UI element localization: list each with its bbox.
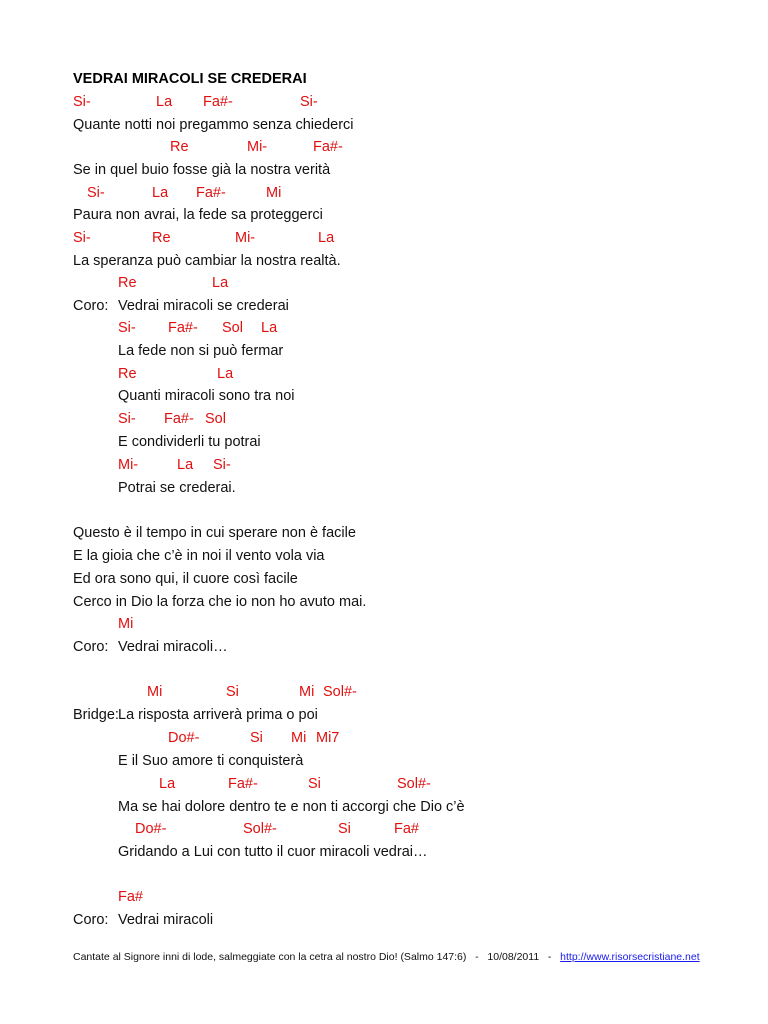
chord: Si — [308, 776, 321, 792]
lyric-line: Vedrai miracoli… — [118, 639, 228, 655]
chord: La — [318, 230, 335, 246]
lyric-line: La risposta arriverà prima o poi — [118, 707, 318, 723]
chord: Re — [118, 275, 137, 291]
chord: Fa#- — [168, 320, 198, 336]
chorus-label: Coro: — [73, 912, 109, 928]
lyric-line: E la gioia che c’è in noi il vento vola via — [73, 548, 325, 564]
lyric-line: Vedrai miracoli — [118, 912, 214, 928]
chord: Mi7 — [316, 730, 340, 746]
chord: Si- — [118, 320, 136, 336]
chord: Mi — [299, 684, 315, 700]
chord: Fa#- — [313, 139, 343, 155]
chord: Mi — [266, 185, 282, 201]
lyric-line: Cerco in Dio la forza che io non ho avuto mai. — [73, 594, 367, 610]
chord: Re — [118, 366, 137, 382]
chord: Sol#- — [323, 684, 357, 700]
chord: Sol#- — [243, 821, 277, 837]
lyric-line: Gridando a Lui con tutto il cuor miracoli vedrai… — [118, 844, 428, 860]
lyric-line: La speranza può cambiar la nostra realtà. — [73, 253, 341, 269]
lyric-line: La fede non si può fermar — [118, 343, 284, 359]
chord: Mi — [291, 730, 307, 746]
chord: Re — [152, 230, 171, 246]
chord: Si — [226, 684, 239, 700]
chord: Mi- — [235, 230, 256, 246]
lyric-line: Questo è il tempo in cui sperare non è facile — [73, 525, 356, 541]
chord: Do#- — [135, 821, 167, 837]
chord: Mi- — [118, 457, 139, 473]
chord: La — [261, 320, 278, 336]
chord: Mi- — [247, 139, 268, 155]
chord: Si — [338, 821, 351, 837]
lyric-line: Quanti miracoli sono tra noi — [118, 388, 295, 404]
chord: La — [177, 457, 194, 473]
chorus-label: Coro: — [73, 298, 109, 314]
chord: La — [159, 776, 176, 792]
chord: Mi — [118, 616, 134, 632]
chord: Si- — [118, 411, 136, 427]
bridge-label: Bridge: — [73, 707, 119, 723]
chord: Fa#- — [196, 185, 226, 201]
chord: Sol#- — [397, 776, 431, 792]
chord: Sol — [205, 411, 226, 427]
chord: La — [156, 94, 173, 110]
chord: Mi — [147, 684, 163, 700]
footer-link[interactable]: http://www.risorsecristiane.net — [560, 951, 700, 963]
chord: Si — [250, 730, 263, 746]
chord: La — [212, 275, 229, 291]
chord: Re — [170, 139, 189, 155]
chord: Si- — [87, 185, 105, 201]
chord: Fa#- — [228, 776, 258, 792]
lyric-line: Paura non avrai, la fede sa proteggerci — [73, 207, 323, 223]
lyric-line: Potrai se crederai. — [118, 480, 236, 496]
chord: Fa# — [118, 889, 143, 905]
chord: La — [217, 366, 234, 382]
lyric-line: Quante notti noi pregammo senza chiederci — [73, 117, 354, 133]
song-title: VEDRAI MIRACOLI SE CREDERAI — [73, 71, 307, 87]
chord: Sol — [222, 320, 243, 336]
chorus-label: Coro: — [73, 639, 109, 655]
lyric-line: Vedrai miracoli se crederai — [118, 298, 289, 314]
chord: Fa#- — [203, 94, 233, 110]
footer-text: Cantate al Signore inni di lode, salmeggiate con la cetra al nostro Dio! (Salmo 147:6) - 10/08/2011 - — [73, 951, 561, 963]
lyric-line: Ma se hai dolore dentro te e non ti accorgi che Dio c’è — [118, 799, 465, 815]
chord: Fa#- — [164, 411, 194, 427]
chord: Si- — [73, 230, 91, 246]
lyric-line: Ed ora sono qui, il cuore così facile — [73, 571, 298, 587]
chord: Fa# — [394, 821, 419, 837]
lyric-line: E condividerli tu potrai — [118, 434, 261, 450]
chord: Si- — [73, 94, 91, 110]
chord: Si- — [300, 94, 318, 110]
chord: Do#- — [168, 730, 200, 746]
footer — [73, 950, 700, 964]
lyric-line: Se in quel buio fosse già la nostra verità — [73, 162, 331, 178]
chord: Si- — [213, 457, 231, 473]
chord: La — [152, 185, 169, 201]
lyric-line: E il Suo amore ti conquisterà — [118, 753, 304, 769]
